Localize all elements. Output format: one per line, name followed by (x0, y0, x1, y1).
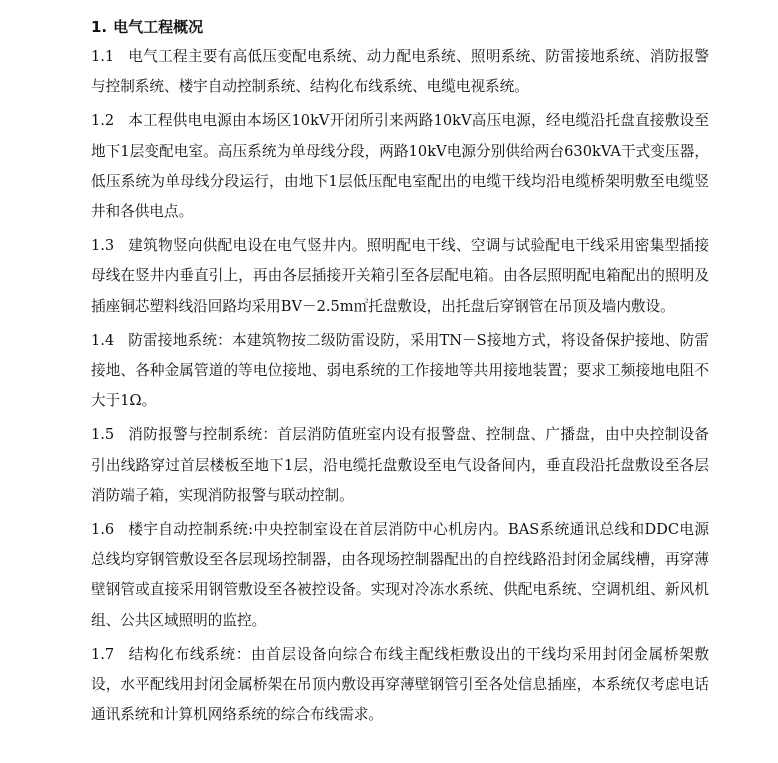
paragraph-number: 1.7 (91, 645, 115, 663)
section-heading (91, 16, 709, 40)
section-number: 1. (91, 18, 108, 36)
paragraph-text: 楼宇自动控制系统:中央控制室设在首层消防中心机房内。BAS系统通讯总线和DDC电源总线均穿钢管敷设至各层现场控制器，由各现场控制器配出的自控线路沿封闭金属线槽，再穿薄壁钢管或直接采用钢管敷设至各被控设备。实现对冷冻水系统、供配电系统、空调机组、新风机组、公共区域照明的监控。 (91, 521, 709, 629)
paragraph-1-7 (91, 640, 709, 731)
document-page (91, 16, 709, 734)
paragraph-number: 1.3 (91, 237, 115, 255)
paragraph-1-5 (91, 420, 709, 511)
paragraph-number: 1.6 (91, 521, 115, 539)
paragraph-1-3 (91, 231, 709, 322)
paragraph-1-6 (91, 515, 709, 636)
section-title: 电气工程概况 (113, 18, 204, 36)
paragraph-number: 1.2 (91, 112, 115, 130)
paragraph-1-1 (91, 42, 709, 102)
paragraph-number: 1.1 (91, 48, 115, 65)
paragraph-1-2 (91, 106, 709, 227)
paragraph-text: 本工程供电电源由本场区10kV开闭所引来两路10kV高压电源，经电缆沿托盘直接敷设至地下1层变配电室。高压系统为单母线分段，两路10kV电源分别供给两台630kVA干式变压器，低压系统为单母线分段运行，由地下1层低压配电室配出的电缆干线均沿电缆桥架明敷至电缆竖井和各供电点。 (91, 112, 709, 221)
paragraph-number: 1.4 (91, 331, 115, 349)
paragraph-text: 建筑物竖向供配电设在电气竖井内。照明配电干线、空调与试验配电干线采用密集型插接母线在竖井内垂直引上，再由各层插接开关箱引至各层配电箱。由各层照明配电箱配出的照明及插座铜芯塑料线沿回路均采用BV－2.5m㎡托盘敷设，出托盘后穿钢管在吊顶及墙内敷设。 (91, 237, 709, 315)
paragraph-text: 结构化布线系统：由首层设备向综合布线主配线柜敷设出的干线均采用封闭金属桥架敷设，水平配线用封闭金属桥架在吊顶内敷设再穿薄壁钢管引至各处信息插座，本系统仅考虑电话通讯系统和计算机网络系统的综合布线需求。 (91, 645, 709, 724)
paragraph-1-4 (91, 326, 709, 417)
paragraph-text: 防雷接地系统：本建筑物按二级防雷设防，采用TN－S接地方式，将设备保护接地、防雷接地、各种金属管道的等电位接地、弱电系统的工作接地等共用接地装置；要求工频接地电阻不大于1Ω。 (91, 331, 709, 410)
paragraph-number: 1.5 (91, 426, 115, 444)
paragraph-text: 消防报警与控制系统：首层消防值班室内设有报警盘、控制盘、广播盘，由中央控制设备引出线路穿过首层楼板至地下1层，沿电缆托盘敷设至电气设备间内，垂直段沿托盘敷设至各层消防端子箱，实现消防报警与联动控制。 (91, 426, 709, 504)
paragraph-text: 电气工程主要有高低压变配电系统、动力配电系统、照明系统、防雷接地系统、消防报警与控制系统、楼宇自动控制系统、结构化布线系统、电缆电视系统。 (91, 48, 709, 96)
